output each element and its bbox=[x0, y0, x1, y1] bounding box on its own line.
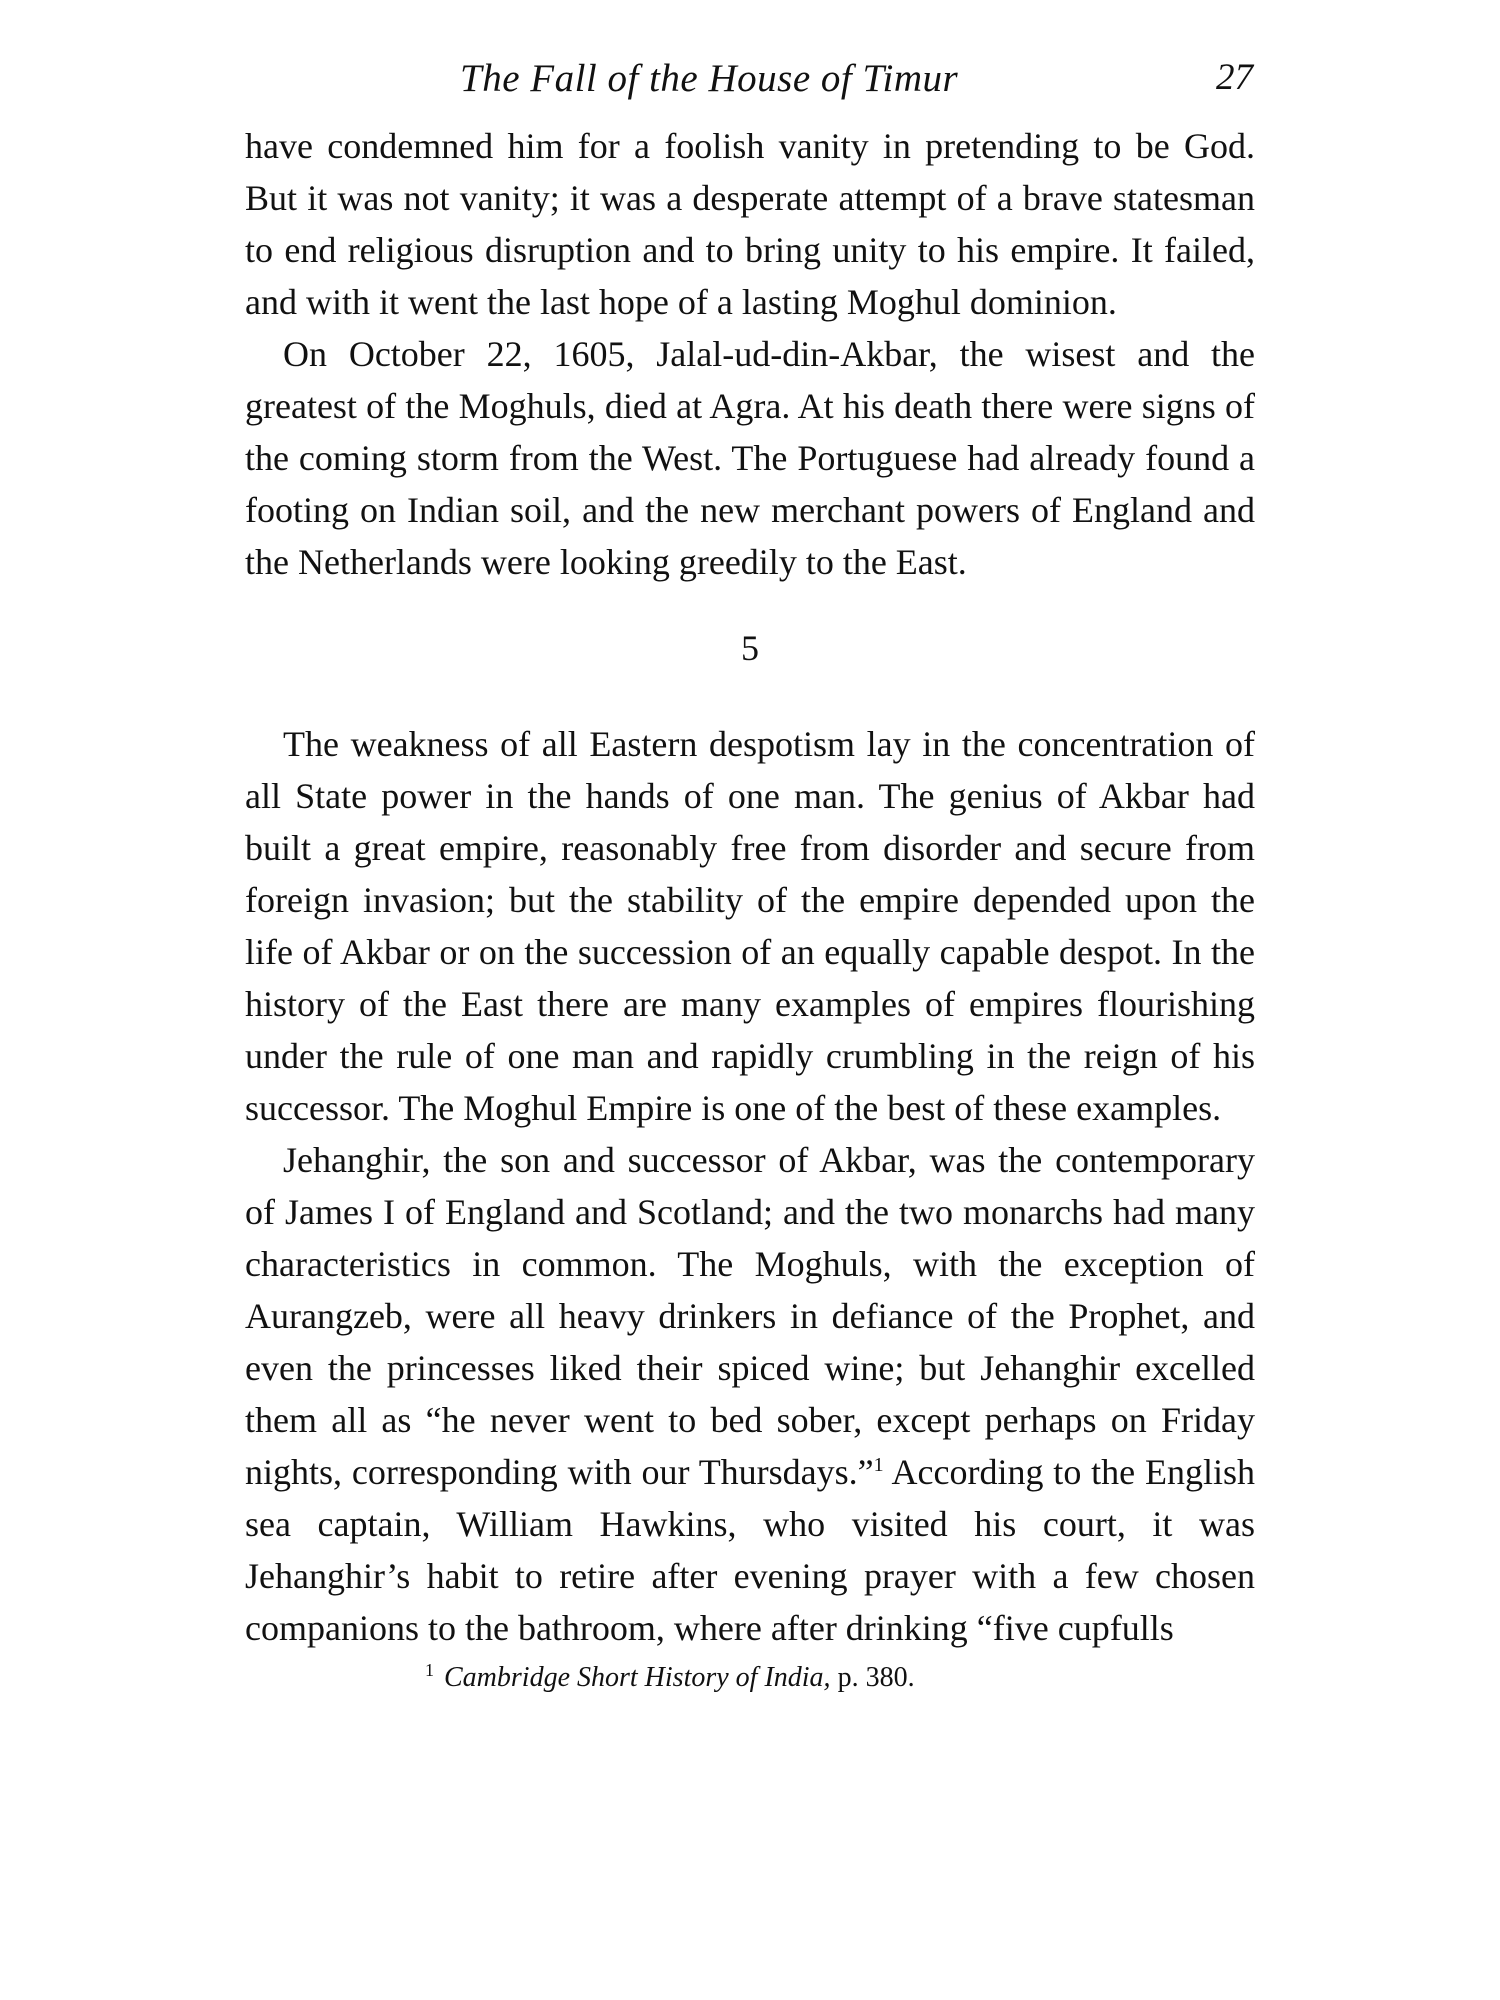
footnote-reference: 1 bbox=[873, 1454, 884, 1476]
footnote-mark: 1 bbox=[425, 1659, 434, 1680]
footnote-source-title: Cambridge Short History of India, bbox=[444, 1662, 831, 1693]
footnote-page-ref: p. 380. bbox=[837, 1662, 915, 1693]
page-number: 27 bbox=[1216, 57, 1253, 98]
paragraph-eastern-despotism: The weakness of all Eastern despotism lay in the concentration of all State power in the hands of one man. The genius of Akbar had built a great empire, reasonably free from disorder and secure from foreign invasion; but the stability of the empire depended upon the life of Akbar or on the succession of an equally capable despot. In the history of the East there are many examples of empires flourishing under the rule of one man and rapidly crumbling in the reign of his successor. The Moghul Empire is one of the best of these examples. bbox=[245, 724, 1255, 1128]
paragraph-jehanghir bbox=[245, 1134, 1255, 1654]
section-number: 5 bbox=[741, 628, 759, 668]
running-head bbox=[245, 50, 1255, 120]
body-text bbox=[245, 120, 1255, 1654]
paragraph-jehanghir-text-b: According to the English sea captain, William Hawkins, who visited his court, it was Jehanghir’s habit to retire after evening prayer with a few chosen companions to the bathroom, where after drinking “five cupfulls bbox=[245, 1452, 1255, 1648]
paragraph-jehanghir-text-a: Jehanghir, the son and successor of Akbar, was the contemporary of James I of England and Scotland; and the two monarchs had many characteristics in common. The Moghuls, with the exception of Aurangzeb, were all heavy drinkers in defiance of the Prophet, and even the princesses liked their spiced wine; but Jehanghir excelled them all as “he never went to bed sober, except perhaps on Friday nights, corresponding with our Thursdays.” bbox=[245, 1140, 1255, 1492]
paragraph-continued: have condemned him for a foolish vanity in pretending to be God. But it was not vanity; it was a desperate attempt of a brave statesman to end religious disruption and to bring unity to his empire. It failed, and with it went the last hope of a lasting Moghul dominion. bbox=[245, 126, 1255, 322]
book-page bbox=[245, 50, 1255, 1950]
paragraph-akbar-death: On October 22, 1605, Jalal-ud-din-Akbar, the wisest and the greatest of the Moghuls, died at Agra. At his death there were signs of the coming storm from the West. The Portuguese had already found a footing on Indian soil, and the new merchant powers of England and the Netherlands were looking greedily to the East. bbox=[245, 334, 1255, 582]
footnote bbox=[245, 1658, 1255, 1698]
running-title: The Fall of the House of Timur bbox=[460, 57, 959, 100]
